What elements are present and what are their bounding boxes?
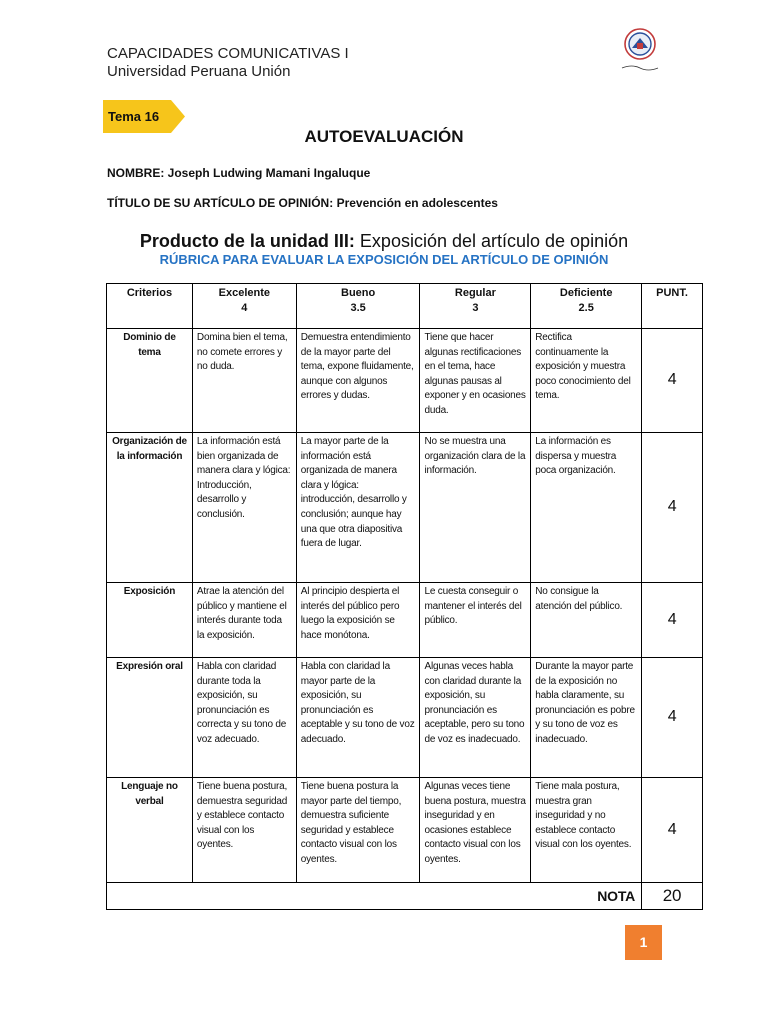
cell-regular: Algunas veces habla con claridad durante la exposición, su pronunciación es aceptable, pero su tono de voz es inadecuado. [420,658,531,778]
cell-deficiente: Rectifica continuamente la exposición y muestra poco conocimiento del tema. [531,329,642,433]
cell-deficiente: No consigue la atención del público. [531,583,642,658]
cell-score: 4 [642,433,703,583]
student-name-value: Joseph Ludwing Mamani Ingaluque [167,166,371,180]
article-title-line [107,196,498,210]
product-heading-bold: Producto de la unidad III: [139,231,355,251]
row-criterion: Expresión oral [107,658,193,778]
cell-bueno: Tiene buena postura la mayor parte del tiempo, demuestra suficiente seguridad y establece contacto visual con los oyentes. [296,778,420,883]
student-name-line [107,166,370,180]
col-header-excelente: Excelente 4 [192,284,296,329]
cell-excelente: Habla con claridad durante toda la exposición, su pronunciación es correcta y su tono de voz adecuado. [192,658,296,778]
table-row [107,329,703,433]
document-header [107,45,349,81]
product-heading-rest: Exposición del artículo de opinión [359,231,629,251]
row-criterion: Organización de la información [107,433,193,583]
table-row [107,658,703,778]
rubric-subtitle: RÚBRICA PARA EVALUAR LA EXPOSICIÓN DEL ARTÍCULO DE OPINIÓN [159,252,609,267]
total-row [107,883,703,910]
page-title: AUTOEVALUACIÓN [304,127,464,146]
table-row [107,433,703,583]
row-criterion: Dominio de tema [107,329,193,433]
cell-regular: Tiene que hacer algunas rectificaciones en el tema, hace algunas pausas al exponer y en ocasiones duda. [420,329,531,433]
col-header-punt: PUNT. [642,284,703,329]
cell-excelente: La información está bien organizada de manera clara y lógica: Introducción, desarrollo y conclusión. [192,433,296,583]
cell-bueno: La mayor parte de la información está organizada de manera clara y lógica: introducción, desarrollo y conclusión; aunque hay una que otra diapositiva fuera de lugar. [296,433,420,583]
cell-score: 4 [642,329,703,433]
cell-bueno: Al principio despierta el interés del público pero luego la exposición se hace monótona. [296,583,420,658]
cell-regular: Algunas veces tiene buena postura, muestra inseguridad y en ocasiones establece contacto visual con los oyentes. [420,778,531,883]
table-row [107,778,703,883]
col-header-bueno: Bueno 3.5 [296,284,420,329]
article-title-value: Prevención en adolescentes [336,196,498,210]
cell-excelente: Atrae la atención del público y mantiene el interés durante toda la exposición. [192,583,296,658]
cell-deficiente: Durante la mayor parte de la exposición no habla claramente, su pronunciación es pobre y su tono de voz es inadecuado. [531,658,642,778]
table-row [107,583,703,658]
cell-excelente: Domina bien el tema, no comete errores y no duda. [192,329,296,433]
cell-score: 4 [642,778,703,883]
rubric-table [106,283,703,910]
course-name: CAPACIDADES COMUNICATIVAS I [107,45,349,62]
student-name-label: NOMBRE: [107,166,165,180]
col-header-criterios: Criterios [107,284,193,329]
cell-regular: Le cuesta conseguir o mantener el interés del público. [420,583,531,658]
row-criterion: Exposición [107,583,193,658]
cell-excelente: Tiene buena postura, demuestra seguridad y establece contacto visual con los oyentes. [192,778,296,883]
product-heading [0,231,768,252]
cell-deficiente: Tiene mala postura, muestra gran inseguridad y no establece contacto visual con los oyentes. [531,778,642,883]
university-logo-icon [612,26,668,76]
cell-score: 4 [642,658,703,778]
cell-score: 4 [642,583,703,658]
page-number: 1 [625,925,662,960]
row-criterion: Lenguaje no verbal [107,778,193,883]
cell-regular: No se muestra una organización clara de la información. [420,433,531,583]
table-header-row [107,284,703,329]
col-header-deficiente: Deficiente 2.5 [531,284,642,329]
col-header-regular: Regular 3 [420,284,531,329]
total-value: 20 [642,883,703,910]
cell-deficiente: La información es dispersa y muestra poca organización. [531,433,642,583]
topic-label: Tema 16 [108,109,160,124]
article-title-label: TÍTULO DE SU ARTÍCULO DE OPINIÓN: [107,196,334,210]
university-name: Universidad Peruana Unión [107,63,291,80]
cell-bueno: Habla con claridad la mayor parte de la exposición, su pronunciación es aceptable y su tono de voz adecuado. [296,658,420,778]
cell-bueno: Demuestra entendimiento de la mayor parte del tema, expone fluidamente, aunque con algunos errores y dudas. [296,329,420,433]
total-label: NOTA [107,883,642,910]
